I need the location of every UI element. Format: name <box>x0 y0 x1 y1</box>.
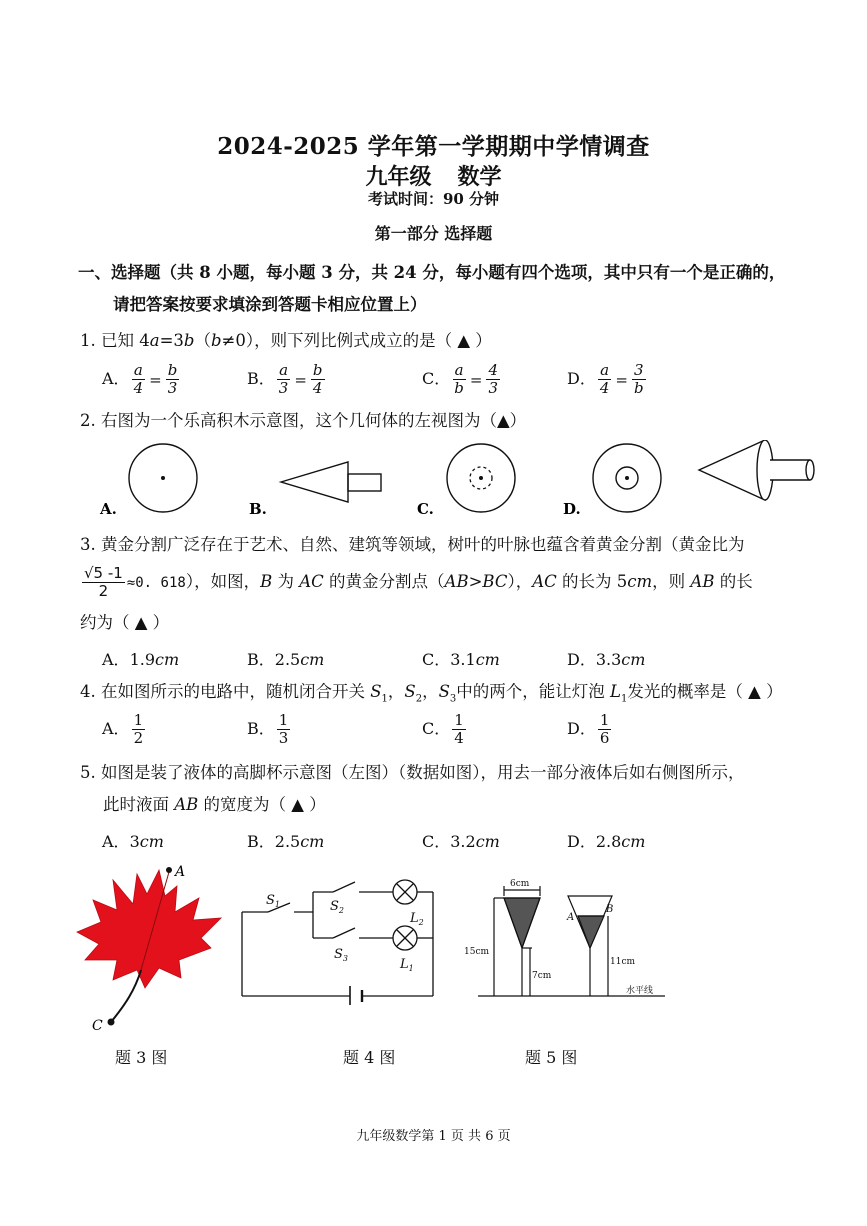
subject-label: 数学 <box>457 164 502 190</box>
caption-figure-3: 题 3 图 <box>115 1048 168 1067</box>
option-c: C．3.2cm <box>422 832 500 851</box>
option-c: C．3.1cm <box>422 650 500 669</box>
leaf-figure <box>75 860 235 1035</box>
exam-time: 考试时间：90 分钟 <box>367 190 500 208</box>
maple-leaf-shape <box>77 870 221 988</box>
caption-figure-4: 题 4 图 <box>343 1048 396 1067</box>
lamp-l1-label: $L_1$ <box>400 957 414 973</box>
option-c-label: C. <box>417 500 434 518</box>
point-c-label: C <box>92 1018 103 1034</box>
option-b: B．2.5cm <box>247 650 325 669</box>
left-goblet-liquid <box>504 898 540 948</box>
option-a: A． $\frac{1}{2}$ <box>102 711 144 747</box>
option-a-center-dot <box>161 476 165 480</box>
label-6cm: 6cm <box>510 879 530 889</box>
question-3-stem-line1: 3. 黄金分割广泛存在于艺术、自然、建筑等领域，树叶的叶脉也蕴含着黄金分割（黄金比为 <box>80 535 745 554</box>
option-d-label: D. <box>563 500 581 518</box>
exam-title: 2024-2025 学年第一学期期中学情调查 <box>217 133 650 160</box>
label-15cm: 15cm <box>464 947 490 957</box>
exam-subtitle <box>0 160 867 191</box>
question-3-stem-line2: $\frac{√5 -1}{2}$ ≈0. 618），如图，B 为 AC 的黄金分割点（AB>BC），AC 的长为 5cm，则 AB 的长 <box>84 564 753 600</box>
question-1-options <box>80 362 810 398</box>
section-heading-line1: 一、选择题（共 8 小题，每小题 3 分，共 24 分，每小题有四个选项，其中只有一个是正确的， <box>78 263 786 282</box>
option-a: A．1.9cm <box>102 650 180 669</box>
question-4-stem: 4. 在如图所示的电路中，随机闭合开关 $S_1$，$S_2$，$S_3$中的两个，能让灯泡 $L_1$发光的概率是（ ▲ ） <box>80 682 783 705</box>
point-c-dot <box>108 1019 115 1026</box>
question-4-options <box>80 712 810 748</box>
option-c-center-dot <box>479 476 483 480</box>
option-d-center-dot <box>625 476 629 480</box>
question-2-stem: 2. 右图为一个乐高积木示意图，这个几何体的左视图为（▲） <box>80 411 527 430</box>
option-d: D．3.3cm <box>567 650 646 669</box>
label-horizontal-line: 水平线 <box>626 986 654 996</box>
option-b: B． $\frac{1}{3}$ <box>247 711 289 747</box>
option-b: B．2.5cm <box>247 832 325 851</box>
point-a-dot <box>166 867 172 873</box>
option-d: D． $\frac{a}{4}$ = $\frac{3}{b}$ <box>567 361 644 397</box>
switch-s3-label: $S_3$ <box>334 947 348 963</box>
option-d: D． $\frac{1}{6}$ <box>567 711 610 747</box>
right-goblet-liquid <box>578 916 604 948</box>
option-d: D．2.8cm <box>567 832 646 851</box>
option-a: A．3cm <box>102 832 164 851</box>
option-a-label: A. <box>100 500 117 518</box>
caption-figure-5: 题 5 图 <box>525 1048 578 1067</box>
option-b-view <box>281 462 348 502</box>
option-c: C． $\frac{a}{b}$ = $\frac{4}{3}$ <box>422 361 498 397</box>
lego-block-figure <box>699 440 814 500</box>
label-a: A <box>567 912 575 923</box>
question-2-figures <box>95 440 825 522</box>
goblet-figure <box>460 874 675 1004</box>
switch-s2-label: $S_2$ <box>330 899 344 915</box>
option-b: B． $\frac{a}{3}$ = $\frac{b}{4}$ <box>247 361 323 397</box>
switch-s1-label: $S_1$ <box>266 893 280 909</box>
question-1-stem: 1. 已知 4a=3b（b≠0），则下列比例式成立的是（ ▲ ） <box>80 331 492 350</box>
point-a-label: A <box>175 864 186 880</box>
option-b-label: B. <box>249 500 267 518</box>
option-b-cylinder <box>348 474 381 491</box>
label-7cm: 7cm <box>532 971 552 981</box>
lamp-l2-label: $L_2$ <box>410 911 424 927</box>
part-heading: 第一部分 选择题 <box>374 224 493 243</box>
question-5-stem-line2: 此时液面 AB 的宽度为（ ▲ ） <box>103 795 326 814</box>
page-footer: 九年级数学第 1 页 共 6 页 <box>356 1129 511 1144</box>
question-5-stem-line1: 5. 如图是装了液体的高脚杯示意图（左图）（数据如图），用去一部分液体后如右侧图所示， <box>80 763 745 782</box>
section-heading-line2: 请把答案按要求填涂到答题卡相应位置上） <box>113 295 427 314</box>
question-3-stem-line3: 约为（ ▲ ） <box>80 613 170 632</box>
option-a: A． $\frac{a}{4}$ = $\frac{b}{3}$ <box>102 361 178 397</box>
label-11cm: 11cm <box>610 957 636 967</box>
label-b: B <box>606 904 614 915</box>
grade-label: 九年级 <box>365 164 432 190</box>
circuit-figure <box>238 870 443 1005</box>
option-c: C． $\frac{1}{4}$ <box>422 711 464 747</box>
